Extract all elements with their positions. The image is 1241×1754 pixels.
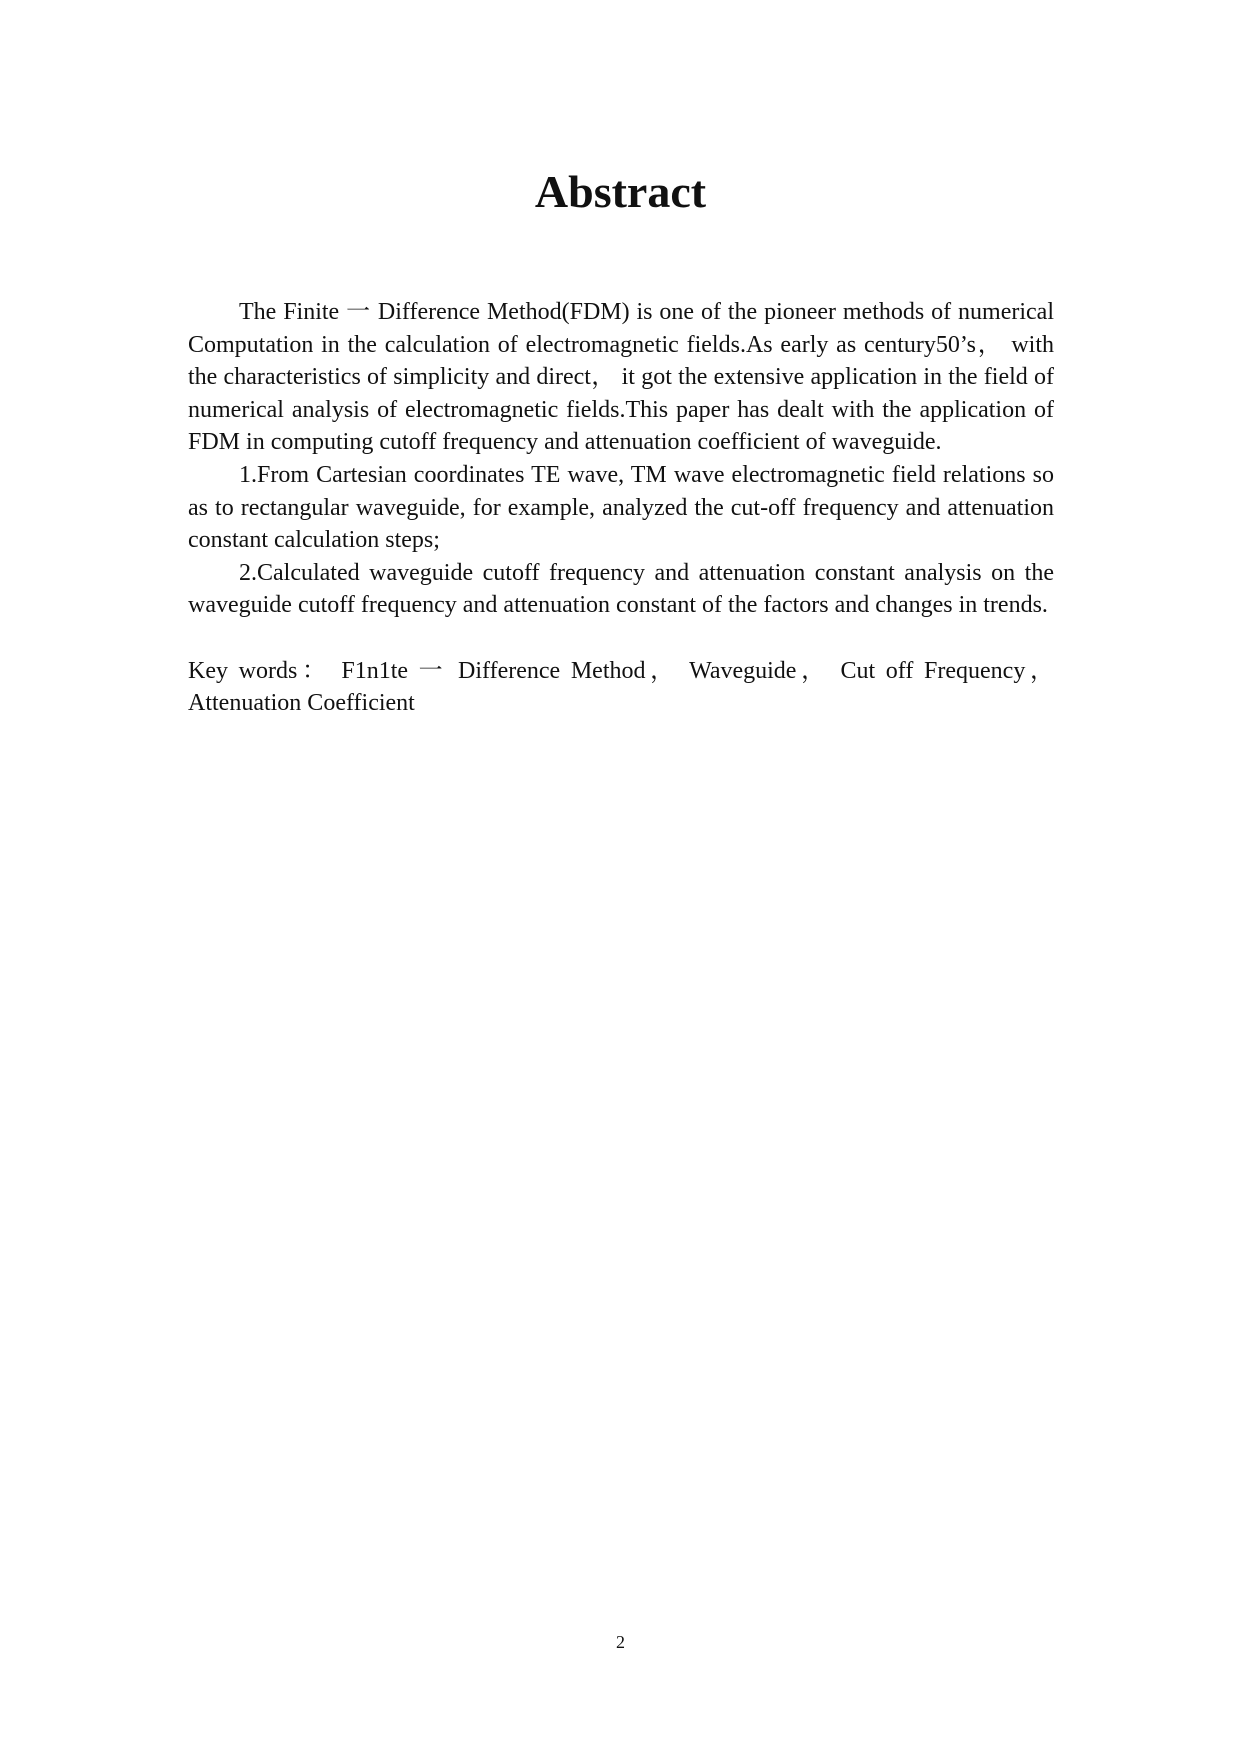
abstract-paragraph-3: 2.Calculated waveguide cutoff frequency and attenuation constant analysis on the waveguide cutoff frequency and attenuation constant of the factors and changes in trends. xyxy=(188,559,1054,619)
abstract-body xyxy=(188,296,1054,720)
keywords-label: Key words： xyxy=(188,657,331,684)
abstract-title: Abstract xyxy=(534,166,707,217)
abstract-paragraph-1: The Finite 一 Difference Method(FDM) is one of the pioneer methods of numerical Computation in the calculation of electromagnetic fields.As early as century50’s， with the characteristics of simplicity and direct， it got the extensive application in the field of numerical analysis of electromagnetic fields.This paper has dealt with the application of FDM in computing cutoff frequency and attenuation coefficient of waveguide. xyxy=(188,299,1054,456)
abstract-paragraph-2: 1.From Cartesian coordinates TE wave, TM wave electromagnetic field relations so as to rectangular waveguide, for example, analyzed the cut-off frequency and attenuation constant calculation steps; xyxy=(188,461,1054,554)
keywords-line xyxy=(188,655,1054,720)
page-number: 2 xyxy=(616,1632,625,1652)
keywords-list: F1n1te 一 Difference Method， Waveguide， Cut off Frequency， Attenuation Coefficient xyxy=(188,657,1054,717)
